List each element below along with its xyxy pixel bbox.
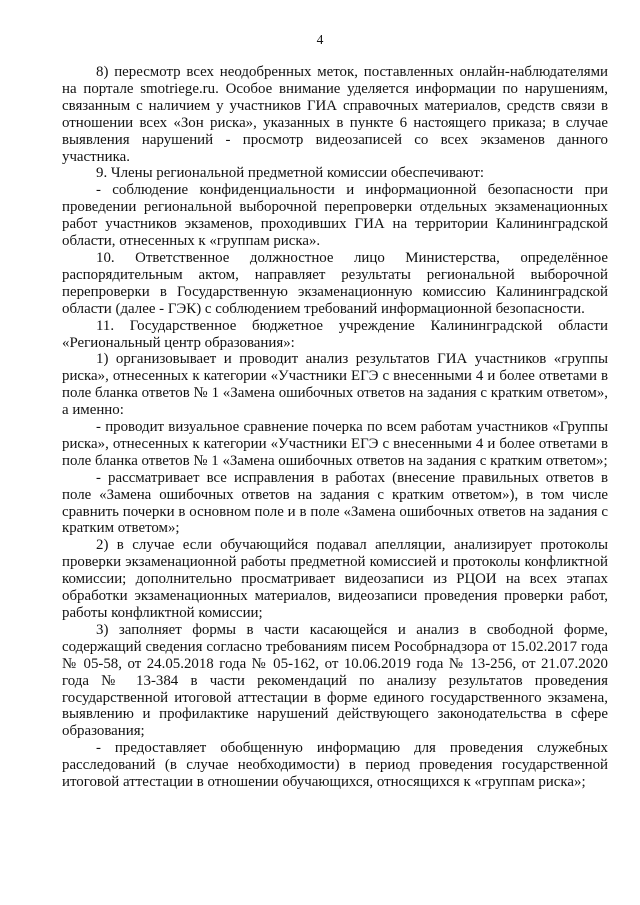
paragraph-clause-11: 11. Государственное бюджетное учреждение Калининградской области «Региональный центр образования»: — [62, 317, 608, 351]
paragraph-item-8: 8) пересмотр всех неодобренных меток, поставленных онлайн-наблюдателями на портале smotriege.ru. Особое внимание уделяется информации по нарушениям, связанным с наличием у участников ГИА справочных материалов, средств связи в отношении всех «Зон риска», указанных в пункте 6 настоящего приказа; в случае выявления нарушений - просмотр видеозаписей со всех экзаменов данного участника. — [62, 64, 608, 165]
paragraph-clause-11-item-3: 3) заполняет формы в части касающейся и анализ в свободной форме, содержащий сведения согласно требованиям писем Рособрнадзора от 15.02.2017 года № 05-58, от 24.05.2018 года № 05-162, от 10.06.2019 года № 13-256, от 21.07.2020 года № 13-384 в части рекомендаций по анализу результатов проведения государственной итоговой аттестации в форме единого государственного экзамена, выявлению и профилактике нарушений действующего законодательства в сфере образования; — [62, 621, 608, 740]
paragraph-clause-11-item-2: 2) в случае если обучающийся подавал апелляции, анализирует протоколы проверки экзаменационной работы предметной комиссией и протоколы конфликтной комиссии; дополнительно просматривает видеозаписи из РЦОИ на всех этапах обработки экзаменационных материалов, видеозаписи проведения проверки работ, работы конфликтной комиссии; — [62, 537, 608, 621]
paragraph-clause-9-bullet: - соблюдение конфиденциальности и информационной безопасности при проведении региональной выборочной перепроверки отдельных экзаменационных работ участников экзаменов, проходивших ГИА на территории Калининградской области, отнесенных к «группам риска». — [62, 182, 608, 250]
paragraph-clause-9: 9. Члены региональной предметной комиссии обеспечивают: — [96, 165, 484, 182]
page-number: 4 — [316, 32, 324, 47]
paragraph-clause-11-item-1-bullet-2: - рассматривает все исправления в работах (внесение правильных ответов в поле «Замена ошибочных ответов на задания с кратким ответом»), в том числе сравнить почерки в основном поле и в поле «Замена ошибочных ответов на задания с кратким ответом»; — [62, 469, 608, 537]
paragraph-clause-10: 10. Ответственное должностное лицо Министерства, определённое распорядительным актом, направляет результаты региональной выборочной перепроверки в Государственную экзаменационную комиссию Калининградской области (далее - ГЭК) с соблюдением требований информационной безопасности. — [62, 249, 608, 317]
paragraph-clause-11-item-1-bullet-1: - проводит визуальное сравнение почерка по всем работам участников «Группы риска», отнесенных к категории «Участники ЕГЭ с внесенными 4 и более ответами в поле бланка ответов № 1 «Замена ошибочных ответов на задания с кратким ответом»; — [62, 419, 608, 469]
paragraph-clause-11-item-3-bullet: - предоставляет обобщенную информацию для проведения служебных расследований (в случае необходимости) в период проведения государственной итоговой аттестации в отношении обучающихся, относящихся к «группам риска»; — [62, 740, 608, 791]
document-body — [62, 64, 608, 791]
paragraph-clause-11-item-1: 1) организовывает и проводит анализ результатов ГИА участников «группы риска», отнесенных к категории «Участники ЕГЭ с внесенными 4 и более ответами в поле бланка ответов № 1 «Замена ошибочных ответов на задания с кратким ответом», а именно: — [62, 351, 608, 419]
